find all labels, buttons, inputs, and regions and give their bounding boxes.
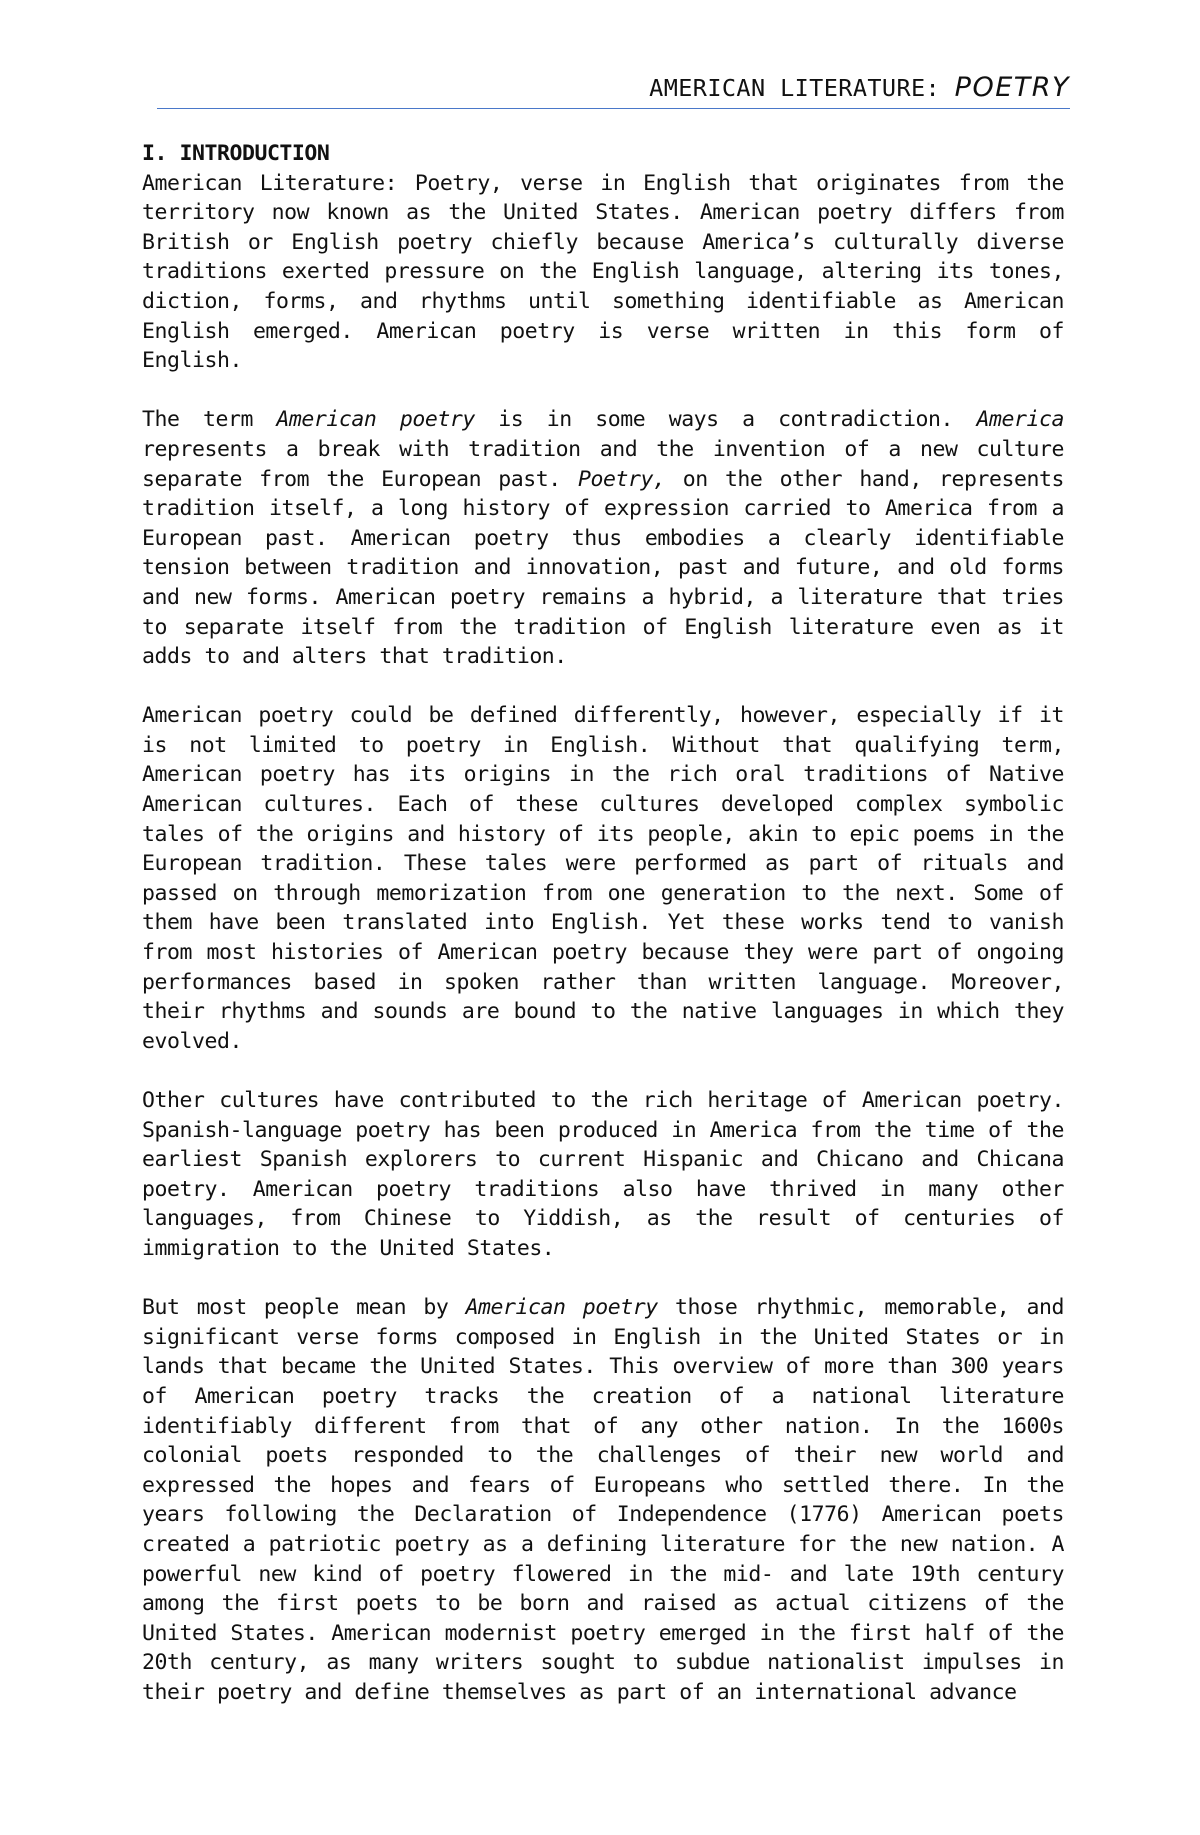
section-title: I. INTRODUCTION: [142, 141, 330, 166]
paragraph-text: American Literature: Poetry, verse in English that originates from the territory now known as the United States. American poetry differs from British or English poetry chiefly because America’s culturally diverse traditions exerted pressure on the English language, altering its tones, diction, forms, and rhythms until something identifiable as American English emerged. American poetry is verse written in this form of English.: [142, 170, 1064, 374]
paragraph-text: on the other hand, represents tradition itself, a long history of expression carried to America from a European past. American poetry thus embodies a clearly identifiable tension between tradition and innovation, past and future, and old forms and new forms. American poetry remains a hybrid, a literature that tries to separate itself from the tradition of English literature even as it adds to and alters that tradition.: [142, 466, 1065, 670]
italic-term: Poetry,: [578, 466, 666, 492]
paragraph-text: But most people mean by: [142, 1295, 466, 1321]
paragraph-text: is in some ways a contradiction.: [474, 407, 977, 433]
italic-term: American poetry: [276, 407, 475, 433]
paragraph-text: those rhythmic, memorable, and significant verse forms composed in English in the United States or in lands that became the United States. This overview of more than 300 years of American poetry tracks the creation of a national literature identifiably different from that of any other nation. In the 1600s colonial poets responded to the challenges of their new world and expressed the hopes and fears of Europeans who settled there. In the years following the Declaration of Independence (1776) American poets created a patriotic poetry as a defining literature for the new nation. A powerful new kind of poetry flowered in the mid- and late 19th century among the first poets to be born and raised as actual citizens of the United States. American modernist poetry emerged in the first half of the 20th century, as many writers sought to subdue nationalist impulses in their poetry and define themselves as part of an international advance: [142, 1295, 1064, 1705]
header-emphasis: POETRY: [954, 72, 1070, 103]
paragraph: [142, 405, 1064, 671]
paragraph-text: The term: [142, 407, 277, 433]
paragraph: [142, 169, 1064, 376]
paragraph: [142, 701, 1064, 1056]
paragraph-text: American poetry could be defined differently, however, especially if it is not limited to poetry in English. Without that qualifying term, American poetry has its origins in the rich oral traditions of Native American cultures. Each of these cultures developed complex symbolic tales of the origins and history of its people, akin to epic poems in the European tradition. These tales were performed as part of rituals and passed on through memorization from one generation to the next. Some of them have been translated into English. Yet these works tend to vanish from most histories of American poetry because they were part of ongoing performances based in spoken rather than written language. Moreover, their rhythms and sounds are bound to the native languages in which they evolved.: [142, 703, 1064, 1054]
paragraph-text: represents a break with tradition and the invention of a new culture separate from the European past.: [142, 436, 1064, 492]
header-prefix: AMERICAN LITERATURE:: [649, 74, 955, 102]
running-header: [157, 68, 1070, 109]
body-content: [142, 139, 1064, 1737]
paragraph-list: [142, 169, 1064, 1708]
paragraph-text: Other cultures have contributed to the rich heritage of American poetry. Spanish-language poetry has been produced in America from the time of the earliest Spanish explorers to current Hispanic and Chicano and Chicana poetry. American poetry traditions also have thrived in many other languages, from Chinese to Yiddish, as the result of centuries of immigration to the United States.: [142, 1088, 1064, 1261]
paragraph: [142, 1086, 1064, 1264]
italic-term: America: [976, 407, 1064, 433]
paragraph: [142, 1293, 1064, 1707]
italic-term: American poetry: [465, 1295, 658, 1321]
